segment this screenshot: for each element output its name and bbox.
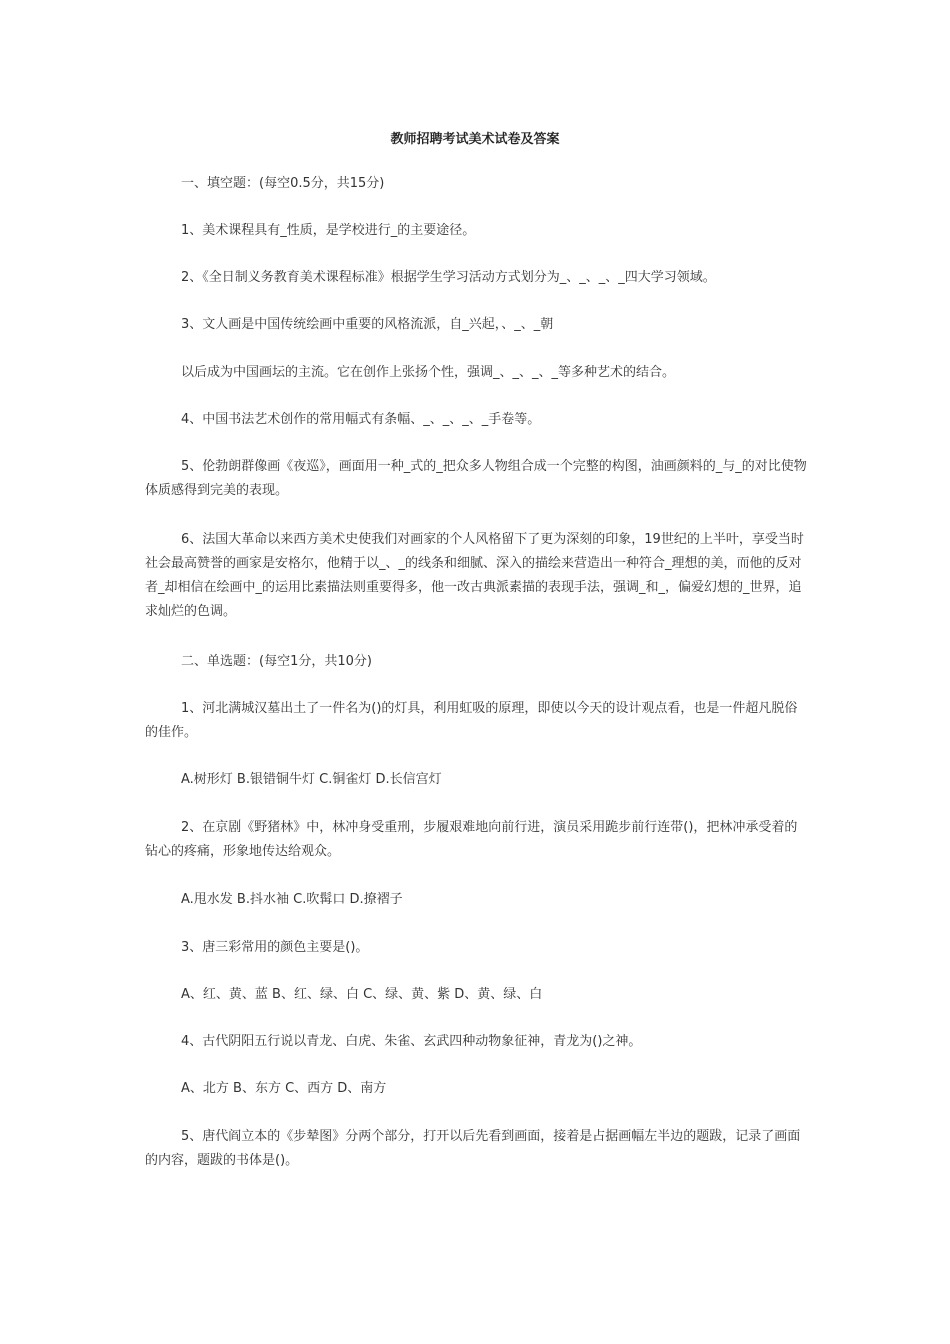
document-title: 教师招聘考试美术试卷及答案 — [390, 132, 560, 147]
question-paragraph: 5、伦勃朗群像画《夜巡》，画面用一种_式的_把众多人物组合成一个完整的构图，油画颜料的_与_的对比使物体质感得到完美的表现。 — [145, 459, 807, 498]
question-paragraph: 以后成为中国画坛的主流。它在创作上张扬个性，强调_、_、_、_等多种艺术的结合。 — [181, 365, 676, 380]
section-heading-fill-in: 一、填空题：(每空0.5分，共15分) — [181, 176, 385, 191]
question-paragraph: 3、文人画是中国传统绘画中重要的风格流派，自_兴起，、_、_朝 — [181, 317, 554, 332]
question-paragraph: 5、唐代阎立本的《步辇图》分两个部分，打开以后先看到画面，接着是占据画幅左半边的题跋，记录了画面的内容，题跋的书体是()。 — [145, 1129, 801, 1168]
question-paragraph: 6、法国大革命以来西方美术史使我们对画家的个人风格留下了更为深刻的印象，19世纪的上半叶，享受当时社会最高赞誉的画家是安格尔，他精于以_、_的线条和细腻、深入的描绘来营造出一种符合_理想的美，而他的反对者_却相信在绘画中_的运用比素描法则重要得多，他一改古典派素描的表现手法，强调_和_，偏爱幻想的_世界，追求灿烂的色调。 — [145, 532, 804, 619]
answer-options: A.树形灯 B.银错铜牛灯 C.铜雀灯 D.长信宫灯 — [181, 772, 442, 787]
answer-options: A.甩水发 B.抖水袖 C.吹髯口 D.撩褶子 — [181, 892, 403, 907]
answer-options: A、北方 B、东方 C、西方 D、南方 — [181, 1081, 387, 1096]
question-paragraph: 1、美术课程具有_性质，是学校进行_的主要途径。 — [181, 223, 476, 238]
question-paragraph: 1、河北满城汉墓出土了一件名为()的灯具，利用虹吸的原理，即使以今天的设计观点看，也是一件超凡脱俗的佳作。 — [145, 701, 798, 740]
answer-options: A、红、黄、蓝 B、红、绿、白 C、绿、黄、紫 D、黄、绿、白 — [181, 987, 543, 1002]
question-paragraph: 4、中国书法艺术创作的常用幅式有条幅、_、_、_、_手卷等。 — [181, 412, 541, 427]
question-paragraph: 3、唐三彩常用的颜色主要是()。 — [181, 940, 369, 955]
question-paragraph: 2、《全日制义务教育美术课程标准》根据学生学习活动方式划分为_、_、_、_四大学习领域。 — [181, 270, 716, 285]
section-heading-single-choice: 二、单选题：(每空1分，共10分) — [181, 654, 372, 669]
question-paragraph: 2、在京剧《野猪林》中，林冲身受重刑，步履艰难地向前行进，演员采用跪步前行连带()，把林冲承受着的钻心的疼痛，形象地传达给观众。 — [145, 820, 798, 859]
question-paragraph: 4、古代阴阳五行说以青龙、白虎、朱雀、玄武四种动物象征神，青龙为()之神。 — [181, 1034, 642, 1049]
